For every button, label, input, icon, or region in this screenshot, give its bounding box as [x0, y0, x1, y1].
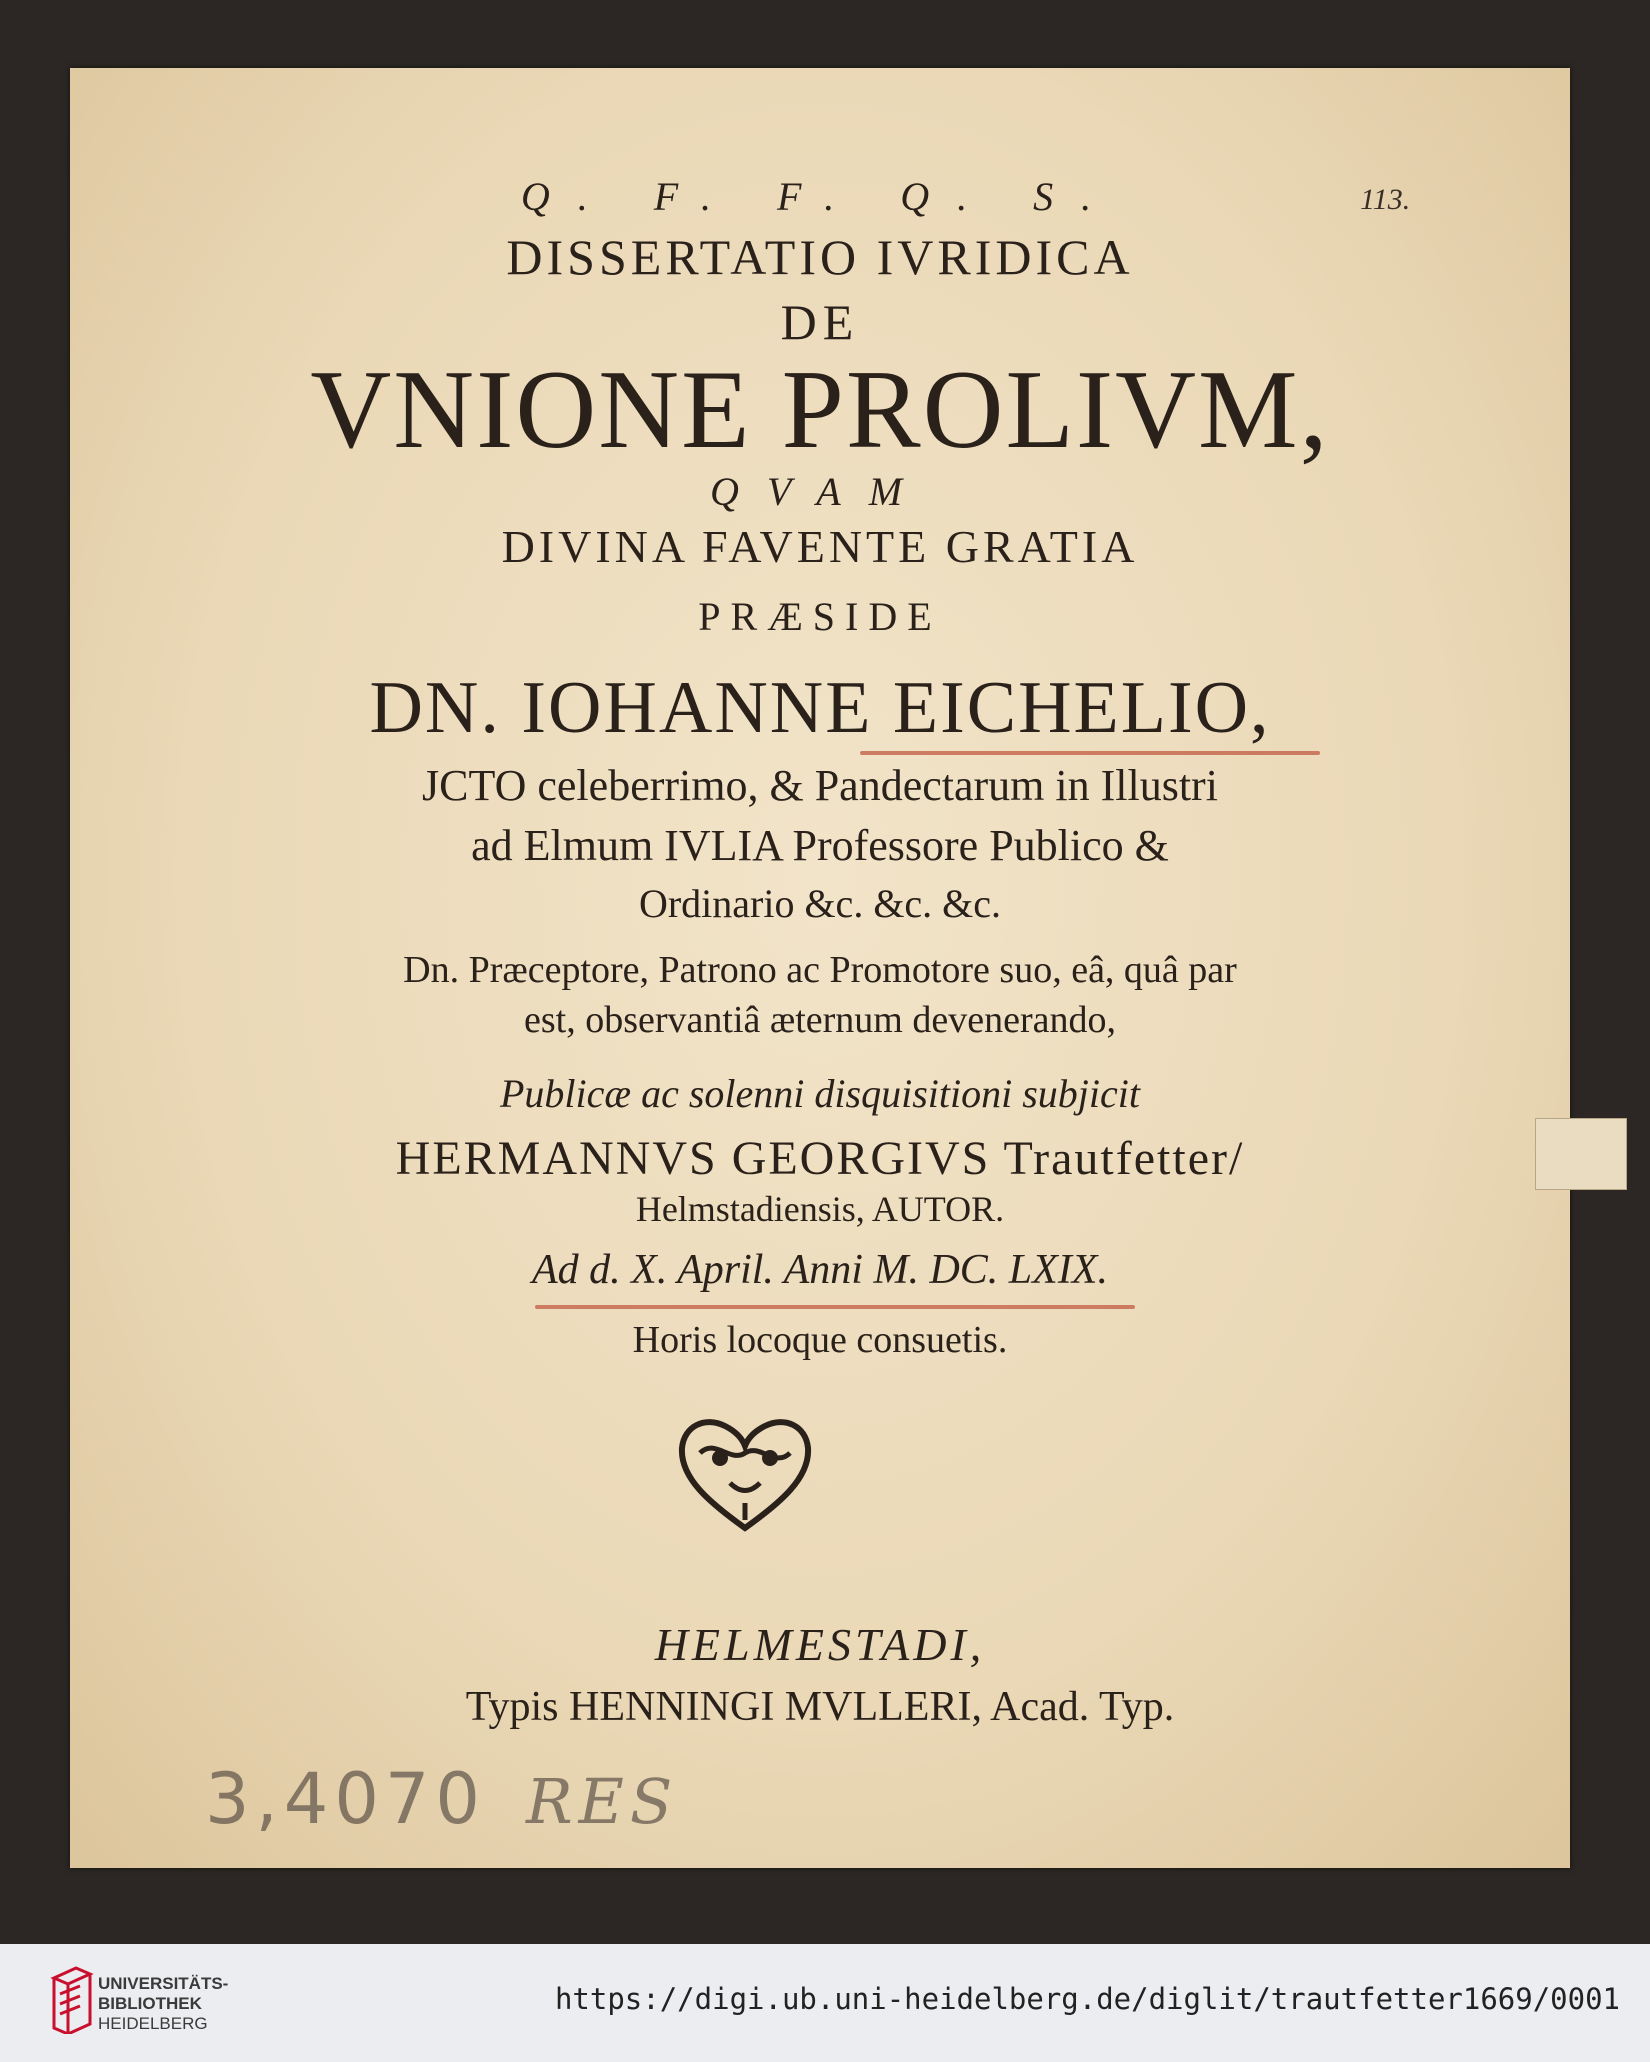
text-jcto: JCTO celeberrimo, & Pandectarum in Illustri: [422, 761, 1218, 810]
library-name-line1: UNIVERSITÄTS-: [98, 1974, 229, 1993]
handwritten-shelfmark: [205, 1758, 678, 1840]
title-page: [70, 68, 1570, 1868]
text-est-observantia: est, observantiâ æternum devenerando,: [524, 999, 1116, 1041]
text-ad-elmum: ad Elmum IVLIA Professore Publico &: [471, 821, 1169, 870]
heading-divina: DIVINA FAVENTE GRATIA: [501, 521, 1139, 572]
text-dn-praeceptore: Dn. Præceptore, Patrono ac Promotore suo, eâ, quâ par: [403, 949, 1237, 991]
imprint-printer: Typis HENNINGI MVLLERI, Acad. Typ.: [465, 1684, 1175, 1730]
printers-ornament-icon: [670, 1408, 820, 1538]
permalink-url[interactable]: https://digi.ub.uni-heidelberg.de/diglit/trautfetter1669/0001: [554, 1982, 1620, 2016]
main-title: VNIONE PROLIVM,: [310, 348, 1330, 472]
red-underline-eichelio: [860, 751, 1320, 755]
text-helmstadiensis: Helmstadiensis, AUTOR.: [635, 1189, 1005, 1229]
heading-de: DE: [780, 294, 860, 350]
heading-qfqs: Q. F. F. Q. S.: [520, 174, 1120, 219]
library-name-line2: BIBLIOTHEK: [98, 1994, 202, 2013]
text-date: Ad d. X. April. Anni M. DC. LXIX.: [532, 1247, 1108, 1293]
heading-praeside: PRÆSIDE: [698, 594, 942, 639]
shelfmark-number: 3,4070: [205, 1758, 486, 1840]
page-number-note: 113.: [1360, 183, 1411, 216]
library-name: [98, 1974, 228, 2034]
text-ordinario: Ordinario &c. &c. &c.: [638, 881, 1002, 926]
shelfmark-signature: RES: [525, 1765, 679, 1838]
paper-tab: [1535, 1118, 1627, 1190]
text-horis: Horis locoque consuetis.: [632, 1319, 1008, 1361]
library-name-line3: HEIDELBERG: [98, 2014, 208, 2033]
imprint-place: HELMESTADI,: [654, 1619, 986, 1670]
author-name: HERMANNVS GEORGIVS Trautfetter/: [395, 1132, 1245, 1185]
heading-dissertatio: DISSERTATIO IVRIDICA: [506, 229, 1134, 285]
footer-bar: [0, 1944, 1650, 2062]
text-publicae: Publicæ ac solenni disquisitioni subjicit: [500, 1071, 1140, 1116]
heading-qvam: QVAM: [709, 469, 931, 514]
praeses-name: DN. IOHANNE EICHELIO,: [369, 667, 1271, 749]
university-library-logo-icon: [50, 1964, 94, 2034]
red-underline-date: [535, 1305, 1135, 1309]
